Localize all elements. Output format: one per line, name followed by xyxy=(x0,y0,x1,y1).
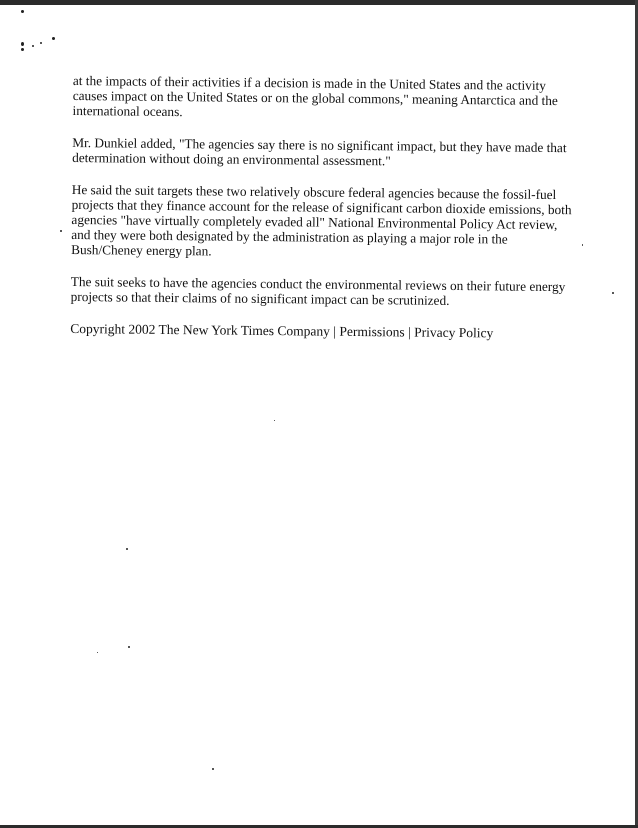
scan-speck xyxy=(274,420,275,421)
scan-speck xyxy=(582,244,583,246)
scan-speck xyxy=(21,42,24,46)
paragraph-1: at the impacts of their activities if a decision is made in the United States and the activity causes impact on the United States or on the global commons," meaning Antarctica and the international oceans. xyxy=(72,73,558,120)
privacy-policy-link: Privacy Policy xyxy=(414,324,494,341)
scan-speck xyxy=(212,768,214,770)
scan-speck xyxy=(126,548,128,550)
footer-separator: | xyxy=(404,324,415,340)
scan-speck xyxy=(21,10,24,13)
copyright-footer xyxy=(70,321,575,341)
scan-speck xyxy=(40,42,42,44)
permissions-link: Permissions xyxy=(339,323,405,340)
scan-speck xyxy=(21,48,24,51)
scan-speck xyxy=(612,292,614,294)
footer-separator: | xyxy=(329,323,340,339)
scan-speck xyxy=(60,230,62,232)
copyright-text: Copyright 2002 The New York Times Company xyxy=(70,320,331,339)
paragraph-3: He said the suit targets these two relatively obscure federal agencies because the fossil-fuel projects that they finance account for the release of significant carbon dioxide emissions, both agencies "have virtually completely evaded all" National Environmental Policy Act review, and they were both designated by the administration as playing a major role in the Bush/Cheney energy plan. xyxy=(71,181,572,259)
scan-edge-top xyxy=(0,0,638,5)
article-text xyxy=(70,73,578,341)
scan-speck xyxy=(32,45,34,47)
paragraph-2: Mr. Dunkiel added, "The agencies say there is no significant impact, but they have made that determination without doing an environmental assessment." xyxy=(72,134,567,169)
paragraph-4: The suit seeks to have the agencies conduct the environmental reviews on their future energy projects so that their claims of no significant impact can be scrutinized. xyxy=(70,273,566,308)
scan-speck xyxy=(52,37,55,40)
scan-speck xyxy=(97,652,98,653)
scan-speck xyxy=(128,646,130,648)
